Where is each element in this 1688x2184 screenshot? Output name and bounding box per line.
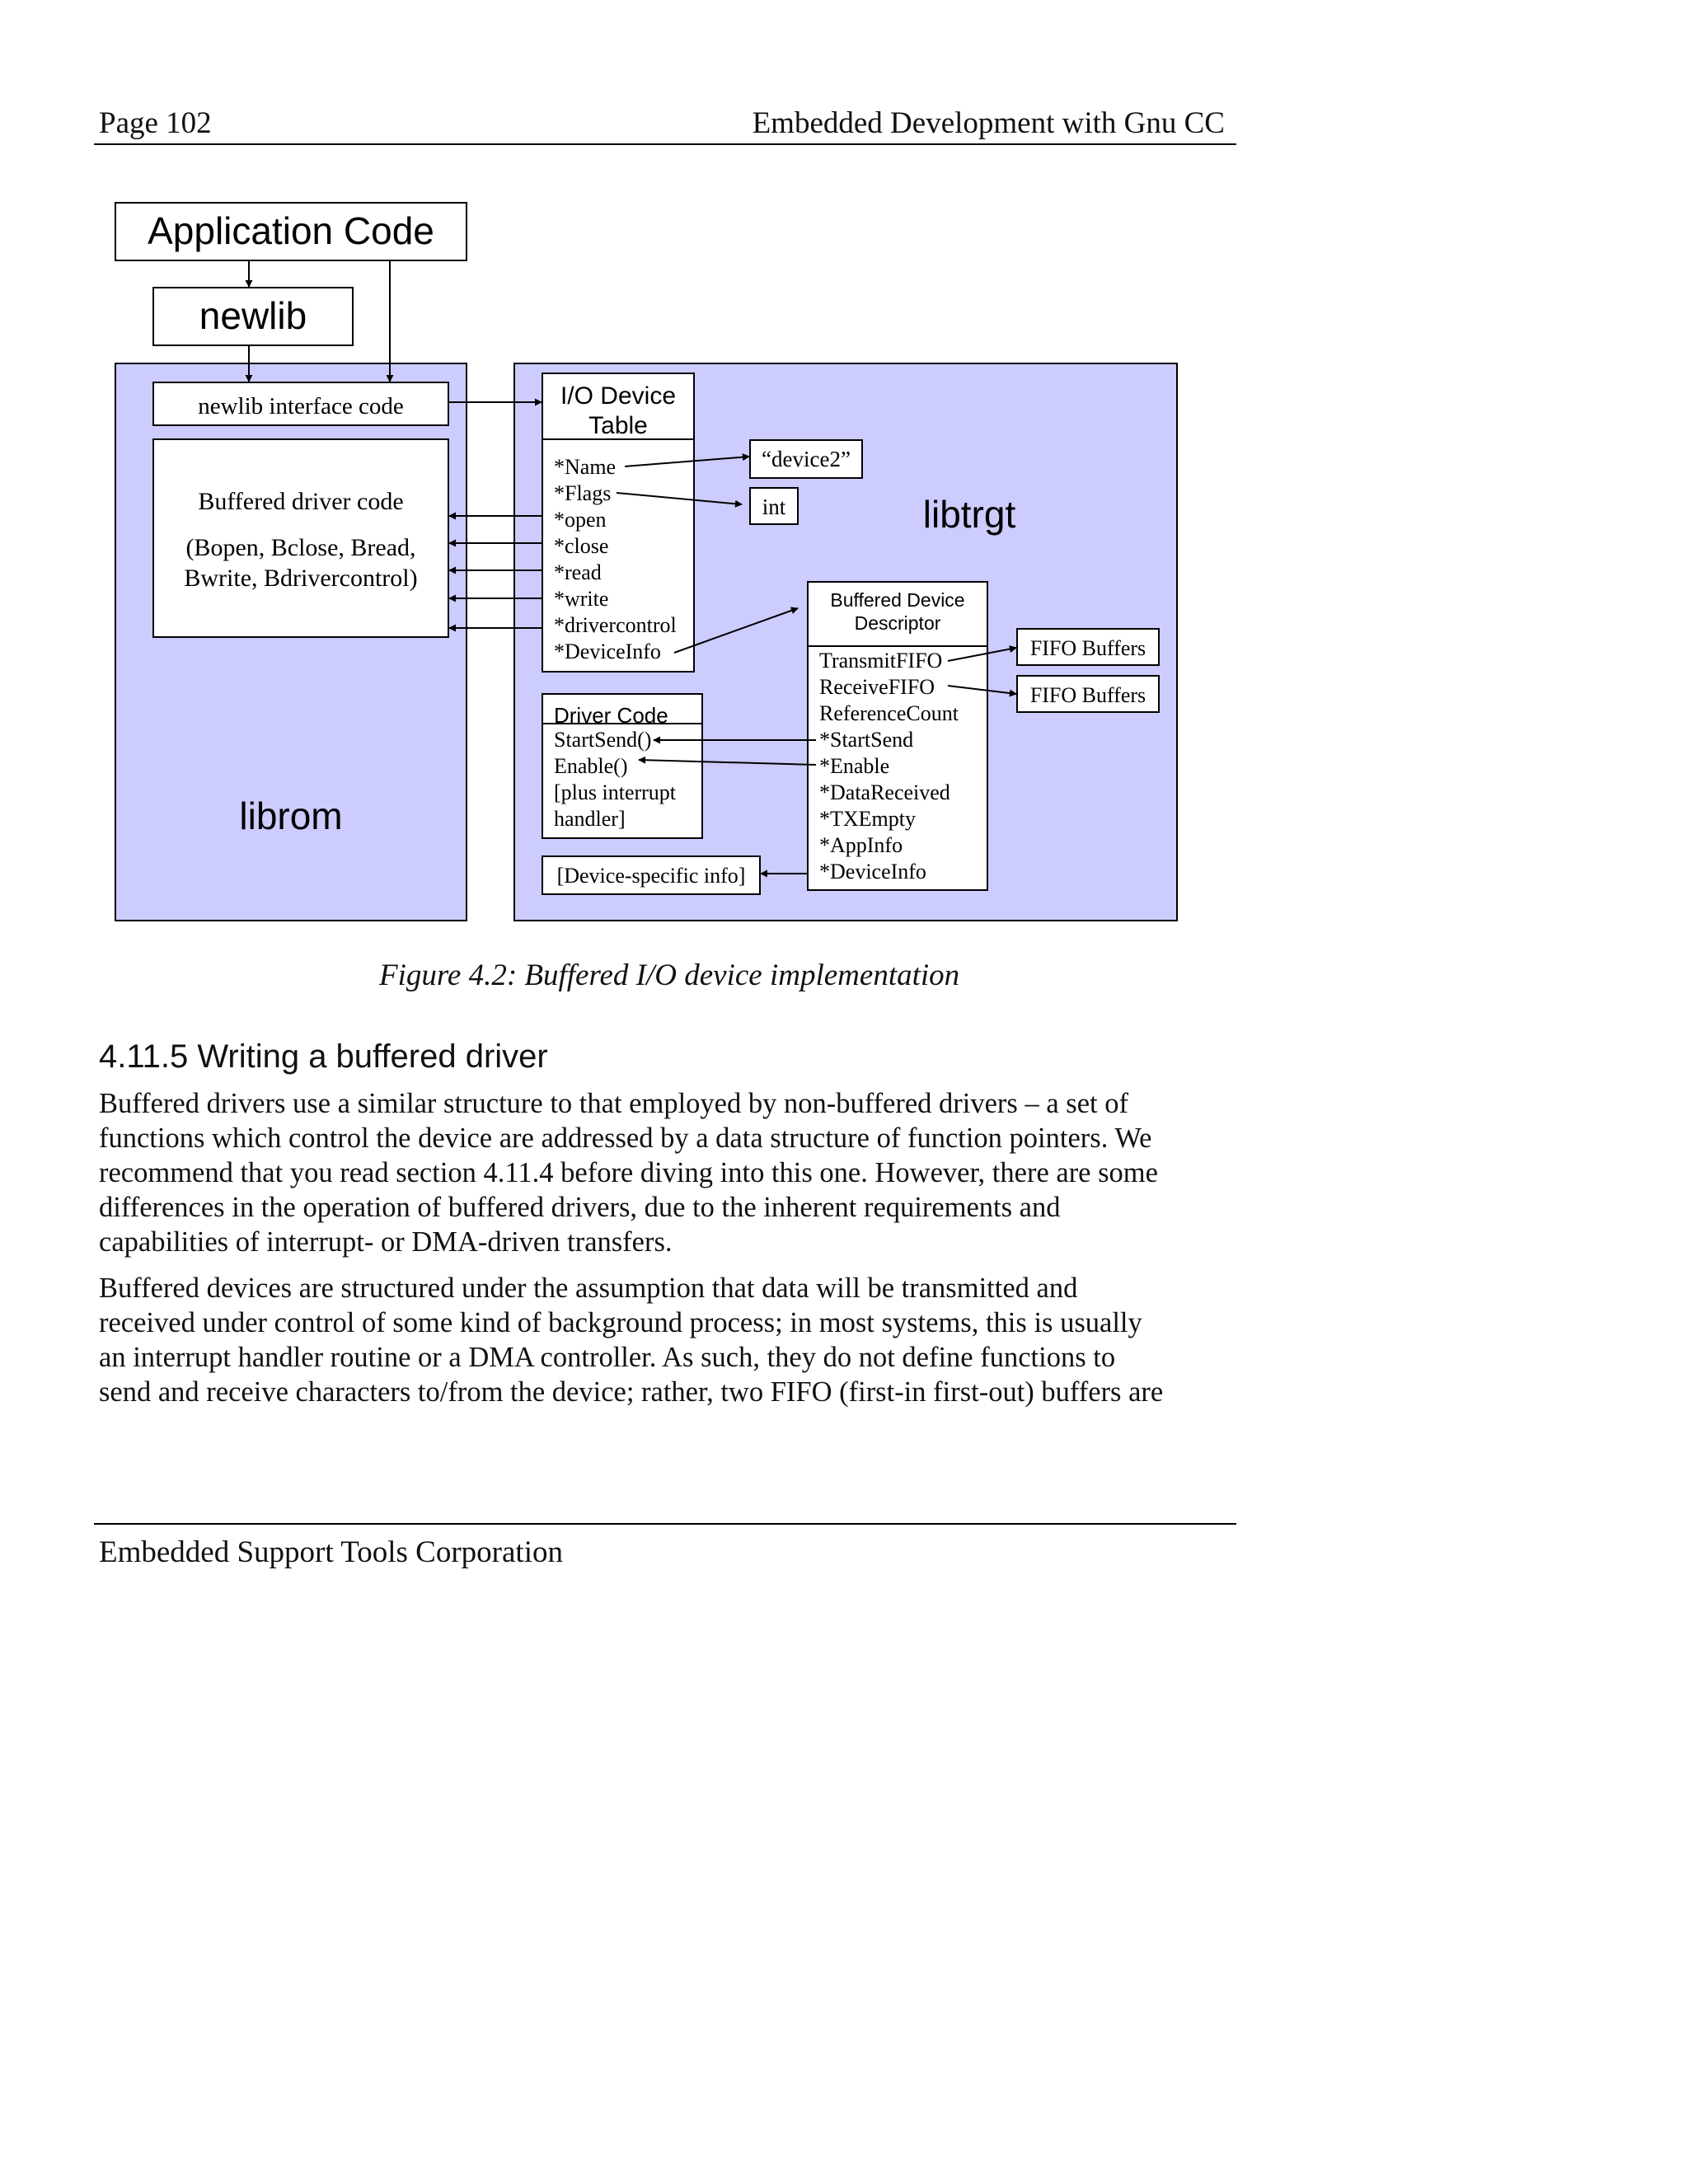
device-specific-info-label: [Device-specific info] (556, 864, 746, 888)
buffered-driver-functions-2: Bwrite, Bdrivercontrol) (184, 565, 418, 592)
descriptor-field-enable: *Enable (819, 754, 890, 778)
footer-rule (94, 1523, 1236, 1525)
descriptor-field-referencecount: ReferenceCount (819, 701, 959, 725)
descriptor-title-2: Descriptor (854, 612, 941, 634)
paragraph-2-line: an interrupt handler routine or a DMA controller. As such, they do not define functions to (99, 1342, 1116, 1373)
newlib-interface-label: newlib interface code (198, 393, 404, 419)
buffered-driver-functions-1: (Bopen, Bclose, Bread, (185, 534, 416, 561)
io-table-title-2: Table (588, 412, 648, 439)
application-code-label: Application Code (148, 209, 434, 252)
section-heading: 4.11.5 Writing a buffered driver (99, 1038, 548, 1075)
io-field-close: *close (554, 534, 609, 558)
descriptor-field-txempty: *TXEmpty (819, 807, 916, 831)
paragraph-1-line: Buffered drivers use a similar structure to that employed by non-buffered drivers – a set of (99, 1088, 1128, 1119)
paragraph-1 (99, 1086, 1253, 1259)
paragraph-2 (99, 1271, 1253, 1409)
paragraph-1-line: functions which control the device are addressed by a data structure of function pointers. We (99, 1122, 1152, 1154)
io-field-open: *open (554, 508, 607, 532)
descriptor-field-deviceinfo: *DeviceInfo (819, 860, 926, 883)
footer-company: Embedded Support Tools Corporation (99, 1535, 563, 1569)
device-name-value: “device2” (762, 447, 851, 471)
paragraph-1-line: capabilities of interrupt- or DMA-driven transfers. (99, 1226, 673, 1258)
running-title: Embedded Development with Gnu CC (752, 106, 1225, 140)
io-field-drivercontrol: *drivercontrol (554, 613, 677, 637)
descriptor-title-1: Buffered Device (830, 589, 965, 611)
io-field-flags: *Flags (554, 481, 612, 505)
paragraph-2-line: Buffered devices are structured under the assumption that data will be transmitted and (99, 1272, 1078, 1304)
driver-code-title: Driver Code (554, 703, 668, 728)
paragraph-1-line: differences in the operation of buffered drivers, due to the inherent requirements and (99, 1192, 1061, 1223)
io-field-write: *write (554, 587, 609, 611)
flags-type-value: int (762, 494, 786, 519)
driver-code-startsend: StartSend() (554, 728, 652, 752)
descriptor-field-appinfo: *AppInfo (819, 833, 903, 857)
descriptor-field-transmitfifo: TransmitFIFO (819, 649, 943, 673)
io-table-title-1: I/O Device (560, 382, 677, 410)
buffered-driver-title: Buffered driver code (198, 488, 404, 515)
driver-code-interrupt-1: [plus interrupt (554, 780, 677, 804)
paragraph-1-line: recommend that you read section 4.11.4 before diving into this one. However, there are some (99, 1157, 1158, 1188)
librom-label: librom (239, 794, 343, 837)
newlib-label: newlib (199, 294, 307, 337)
descriptor-field-receivefifo: ReceiveFIFO (819, 675, 935, 699)
io-field-deviceinfo: *DeviceInfo (554, 640, 661, 663)
io-field-name: *Name (554, 455, 617, 479)
descriptor-field-datareceived: *DataReceived (819, 780, 950, 804)
libtrgt-label: libtrgt (922, 493, 1016, 536)
fifo-buffers-label-1: FIFO Buffers (1029, 636, 1146, 660)
driver-code-interrupt-2: handler] (554, 807, 626, 831)
io-field-read: *read (554, 560, 602, 584)
buffered-io-diagram (0, 0, 1688, 948)
driver-code-enable: Enable() (554, 754, 628, 778)
paragraph-2-line: received under control of some kind of background process; in most systems, this is usually (99, 1307, 1142, 1338)
fifo-buffers-label-2: FIFO Buffers (1029, 683, 1146, 707)
descriptor-field-startsend: *StartSend (819, 728, 914, 752)
figure-caption: Figure 4.2: Buffered I/O device implementation (379, 958, 960, 992)
page-number: Page 102 (99, 106, 212, 140)
paragraph-2-line: send and receive characters to/from the device; rather, two FIFO (first-in first-out) buffers are (99, 1376, 1164, 1408)
